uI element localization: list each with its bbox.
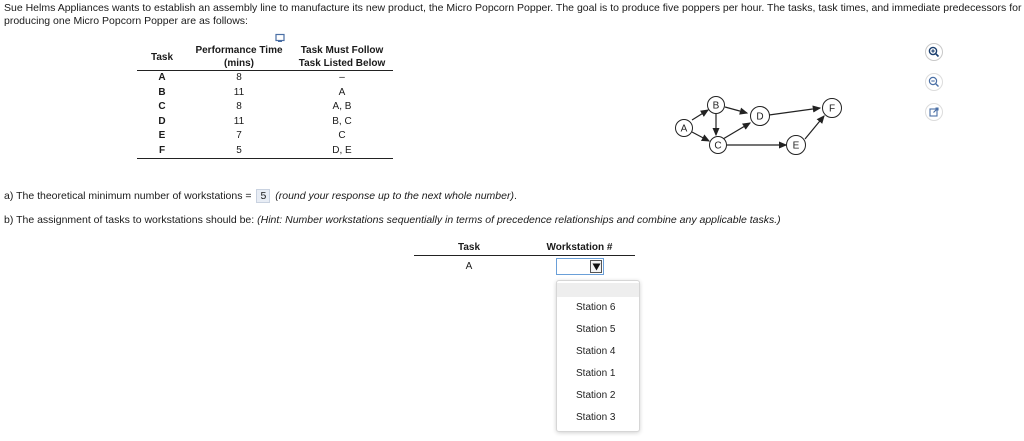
task-header: Task: [137, 44, 187, 71]
predecessor-cell: A, B: [332, 101, 352, 112]
node-a: [676, 120, 693, 137]
time-cell: 5: [187, 144, 291, 159]
table-row: [137, 129, 393, 144]
task-cell: D: [158, 115, 166, 127]
svg-text:A: A: [680, 123, 688, 135]
dropdown-option[interactable]: Station 4: [576, 346, 616, 357]
node-b: [708, 97, 725, 114]
edge-b-d: [725, 107, 747, 113]
copy-icon[interactable]: [275, 33, 286, 43]
dropdown-option[interactable]: Station 3: [576, 412, 616, 423]
precedence-diagram: [670, 93, 850, 155]
time-header: Performance Time (mins): [187, 44, 291, 71]
problem-intro: Sue Helms Appliances wants to establish an assembly line to manufacture its new product, the Micro Popcorn Popper. The goal is to produce five poppers per hour. The tasks, task times, and immediate predecessors for producing one Micro Popcorn Popper are as follows:: [4, 2, 1022, 27]
question-a-hint: (round your response up to the next whole number): [275, 190, 514, 202]
predecessor-header: Task Must Follow Task Listed Below: [291, 44, 393, 71]
table-row: [137, 144, 393, 159]
question-b-hint: (Hint: Number workstations sequentially in terms of precedence relationships and combine any applicable tasks.): [257, 214, 781, 226]
dropdown-option[interactable]: Station 5: [576, 324, 616, 335]
task-cell: C: [158, 101, 166, 112]
dropdown-arrow-icon[interactable]: [590, 260, 602, 273]
dropdown-option[interactable]: Station 6: [576, 302, 616, 313]
node-c: [710, 137, 727, 154]
edge-a-c: [692, 132, 709, 141]
table-row: [137, 100, 393, 115]
dropdown-blank-option[interactable]: [557, 283, 639, 297]
svg-text:F: F: [828, 103, 836, 115]
time-cell: 11: [233, 115, 245, 127]
node-f: [823, 99, 842, 118]
question-b: [4, 214, 781, 226]
question-a: [4, 189, 517, 203]
zoom-in-icon[interactable]: [925, 43, 943, 61]
time-cell: 8: [236, 101, 242, 112]
answer-a-field[interactable]: 5: [256, 189, 270, 203]
workstation-dropdown-menu: [556, 280, 640, 432]
svg-text:E: E: [792, 140, 800, 152]
predecessor-cell: –: [339, 72, 345, 83]
edge-a-b: [692, 110, 708, 120]
table-row: [137, 115, 393, 130]
dropdown-option[interactable]: Station 1: [576, 368, 616, 379]
edge-c-d: [723, 123, 750, 139]
edge-d-f: [769, 108, 820, 115]
question-a-suffix: .: [513, 190, 517, 202]
predecessor-cell: B, C: [332, 115, 352, 127]
predecessor-cell: A: [338, 86, 346, 98]
time-cell: 8: [236, 72, 242, 83]
task-cell: B: [158, 86, 166, 98]
time-cell: 7: [236, 130, 242, 141]
edge-e-f: [805, 116, 824, 139]
svg-text:B: B: [712, 100, 720, 112]
workstation-select[interactable]: [556, 258, 604, 275]
task-table: [137, 44, 393, 159]
task-cell: A: [158, 72, 166, 83]
node-e: [787, 136, 806, 155]
dropdown-option[interactable]: Station 2: [576, 390, 616, 401]
question-a-text: a) The theoretical minimum number of workstations =: [4, 190, 252, 202]
zoom-out-icon[interactable]: [925, 73, 943, 91]
assign-task-cell: A: [465, 260, 473, 272]
time-cell: 11: [233, 86, 245, 98]
svg-text:D: D: [756, 111, 764, 123]
predecessor-cell: C: [338, 130, 346, 141]
task-cell: E: [158, 130, 166, 141]
node-d: [751, 107, 770, 126]
assign-task-header: Task: [414, 239, 524, 256]
table-row: [137, 71, 393, 86]
table-row: [137, 86, 393, 101]
question-b-text: b) The assignment of tasks to workstations should be:: [4, 214, 255, 226]
side-toolbar: [925, 43, 943, 133]
task-cell: F: [137, 144, 187, 159]
assign-station-header: Workstation #: [524, 239, 635, 256]
svg-text:C: C: [714, 140, 722, 152]
external-link-icon[interactable]: [925, 103, 943, 121]
predecessor-cell: D, E: [291, 144, 393, 159]
